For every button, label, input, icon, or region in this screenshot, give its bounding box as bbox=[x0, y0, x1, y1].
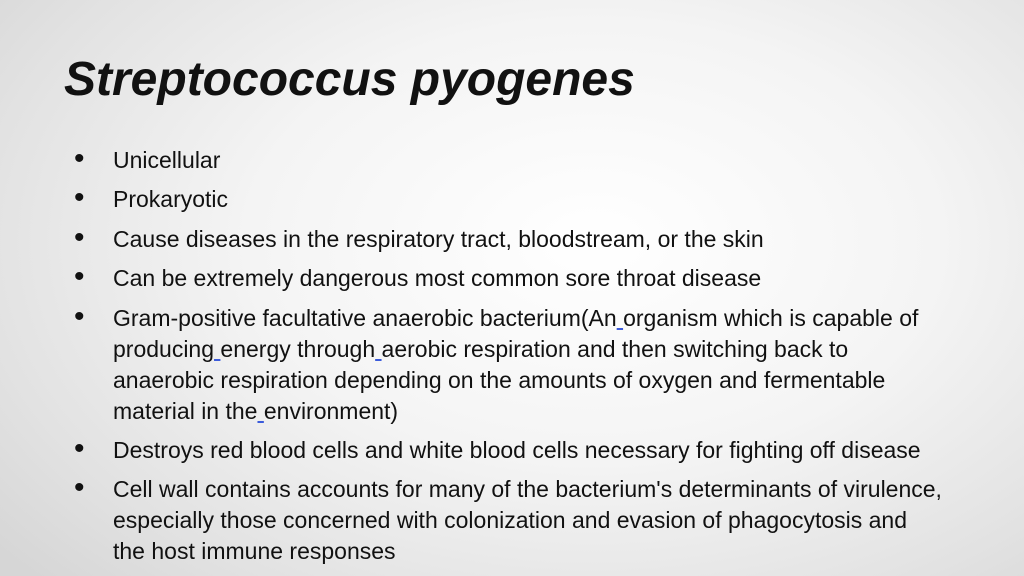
bullet-text: Unicellular bbox=[113, 147, 221, 173]
bullet-text: energy through bbox=[220, 335, 376, 362]
bullet-item bbox=[113, 263, 943, 294]
bullet-text: Destroys red blood cells and white blood cells necessary for fighting off disease bbox=[113, 436, 921, 463]
bullet-text: Gram-positive facultative anaerobic bacterium(An bbox=[113, 304, 617, 331]
bullet-item bbox=[113, 224, 943, 255]
bullet-text: environment) bbox=[263, 397, 399, 424]
bullet-text: aerobic respiration and then switching back to bbox=[381, 335, 849, 362]
bullet-item bbox=[113, 145, 943, 176]
bullet-text: Prokaryotic bbox=[113, 186, 229, 213]
bullet-list bbox=[113, 145, 943, 576]
bullet-item bbox=[113, 184, 943, 215]
slide-title: Streptococcus pyogenes bbox=[64, 53, 635, 106]
bullet-text: Cell wall contains accounts for many of the bacterium's determinants of virulence, especially those concerned with colonization and evasion of phagocytosis and the host immune responses bbox=[113, 476, 942, 565]
bullet-text: Can be extremely dangerous most common sore throat disease bbox=[113, 265, 762, 292]
bullet-item bbox=[113, 303, 943, 427]
bullet-item bbox=[113, 474, 943, 567]
bullet-item bbox=[113, 435, 943, 466]
bullet-text: anaerobic respiration depending on the amounts of oxygen and fermentable material in the bbox=[113, 366, 886, 424]
bullet-text: Cause diseases in the respiratory tract, bloodstream, or the skin bbox=[113, 225, 764, 252]
bullet-text: organism which is capable of producing bbox=[113, 304, 919, 362]
